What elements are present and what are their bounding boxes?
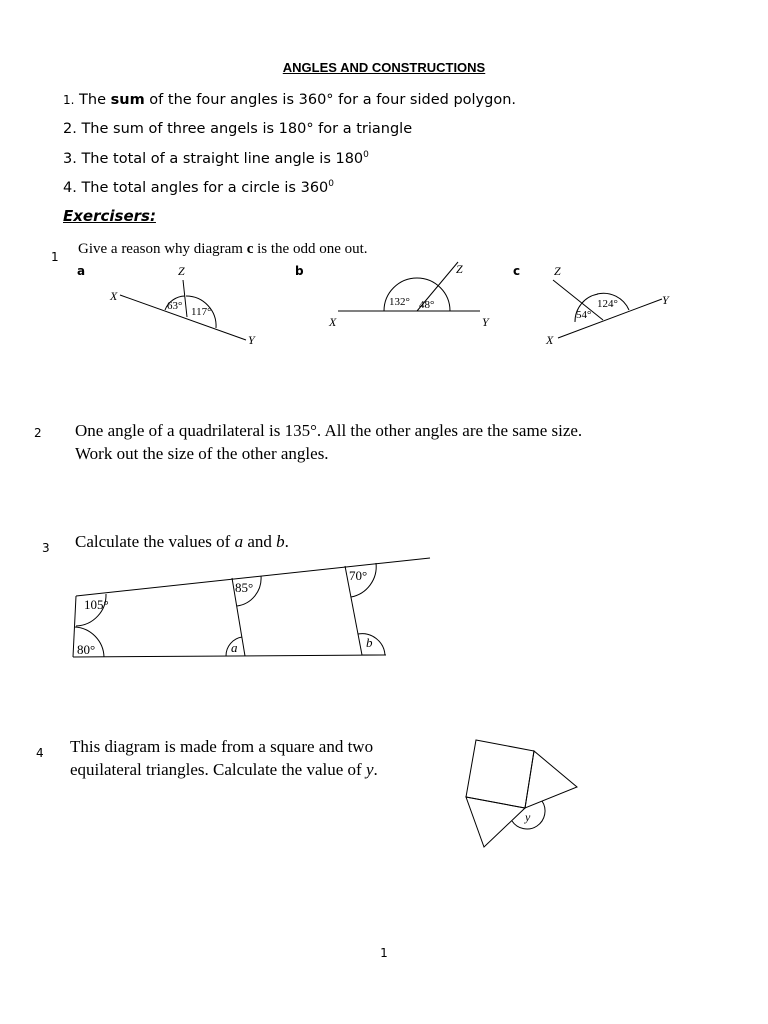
q4-line2-post: . bbox=[373, 760, 378, 779]
question-3-text bbox=[75, 530, 289, 553]
q3-unknown-a: a bbox=[231, 640, 238, 655]
rule-4-text: The total angles for a circle is 360 bbox=[76, 179, 329, 196]
rule-3-number: 3. bbox=[63, 150, 77, 167]
q4-unknown-y: y bbox=[525, 810, 531, 824]
diagram-c-point-x: X bbox=[546, 333, 554, 347]
question-2-line-2: Work out the size of the other angles. bbox=[75, 444, 329, 463]
page-number: 1 bbox=[380, 946, 388, 960]
diagram-b-angle-2: 48° bbox=[419, 299, 435, 311]
q4-square bbox=[466, 740, 534, 808]
question-2-text bbox=[75, 419, 582, 465]
rule-2-number: 2. bbox=[63, 121, 77, 137]
worksheet-title: ANGLES AND CONSTRUCTIONS bbox=[282, 60, 486, 75]
rule-3-text: The total of a straight line angle is 180 bbox=[76, 150, 364, 167]
q3-left-side bbox=[73, 596, 76, 657]
q4-line2-var: y bbox=[365, 760, 374, 779]
question-4-diagram bbox=[466, 740, 577, 847]
rule-1-bold: sum bbox=[110, 92, 145, 108]
rule-1-pre: The bbox=[74, 92, 111, 108]
q3-text-mid: and bbox=[243, 532, 277, 551]
rule-3-sup: 0 bbox=[363, 150, 369, 160]
diagram-c-angle-2: 54° bbox=[576, 309, 592, 321]
diagram-b-point-z: Z bbox=[456, 262, 463, 276]
diagram-c-point-z: Z bbox=[554, 264, 561, 278]
diagram-a bbox=[120, 280, 246, 340]
diagram-b-point-x: X bbox=[329, 315, 337, 329]
rule-4-number: 4. bbox=[63, 179, 77, 196]
q3-text-var-b: b bbox=[276, 532, 285, 551]
q1-text-post: is the odd one out. bbox=[253, 241, 368, 257]
question-4-line-2 bbox=[70, 758, 378, 781]
diagram-a-point-x: X bbox=[110, 289, 118, 303]
q3-angle-85: 85° bbox=[235, 580, 254, 595]
question-2-number: 2 bbox=[34, 426, 42, 440]
q3-angle-80: 80° bbox=[77, 642, 96, 657]
diagram-a-line-xy bbox=[120, 295, 246, 340]
question-4-line-1: This diagram is made from a square and two bbox=[70, 737, 374, 756]
rule-4-sup: 0 bbox=[328, 179, 335, 189]
diagram-a-point-z: Z bbox=[178, 264, 185, 278]
diagram-b-point-y: Y bbox=[482, 315, 489, 329]
question-3-diagram bbox=[73, 558, 430, 657]
rule-2-text: The sum of three angels is 180° for a triangle bbox=[76, 121, 413, 137]
diagram-c-label: c bbox=[513, 264, 521, 278]
diagram-a-point-y: Y bbox=[248, 333, 255, 347]
diagram-a-label: a bbox=[77, 264, 86, 278]
q1-text-pre: Give a reason why diagram bbox=[78, 241, 247, 257]
q3-text-var-a: a bbox=[234, 532, 244, 551]
q3-angle-70: 70° bbox=[349, 568, 368, 583]
question-3-number: 3 bbox=[42, 541, 50, 555]
q3-angle-105: 105° bbox=[84, 597, 109, 612]
q3-bottom-line bbox=[73, 655, 386, 657]
diagram-c-angle-1: 124° bbox=[597, 298, 618, 310]
diagram-a-angle-2: 117° bbox=[191, 306, 212, 318]
diagram-a-ray-z bbox=[183, 280, 187, 317]
question-1-number: 1 bbox=[51, 250, 59, 264]
q4-line2-pre: equilateral triangles. Calculate the value of bbox=[70, 760, 366, 779]
exercises-heading: Exercisers: bbox=[63, 207, 156, 225]
q4-triangle-right bbox=[525, 751, 577, 808]
rule-1-post: of the four angles is 360° for a four sided polygon. bbox=[144, 92, 517, 108]
question-4-text bbox=[70, 735, 378, 781]
diagram-b-label: b bbox=[295, 264, 304, 278]
question-4-number: 4 bbox=[36, 746, 44, 760]
q3-text-post: . bbox=[284, 532, 289, 551]
diagram-a-angle-1: 63° bbox=[167, 300, 183, 312]
question-2-line-1: One angle of a quadrilateral is 135°. All the other angles are the same size. bbox=[75, 421, 583, 440]
rule-1-number: 1. bbox=[63, 93, 75, 107]
q4-triangle-bottom bbox=[466, 797, 525, 847]
diagram-b-angle-1: 132° bbox=[389, 296, 410, 308]
q3-text-pre: Calculate the values of bbox=[75, 532, 235, 551]
q1-text-bold: c bbox=[246, 241, 254, 257]
diagram-c-point-y: Y bbox=[662, 293, 669, 307]
q3-unknown-b: b bbox=[366, 635, 373, 650]
